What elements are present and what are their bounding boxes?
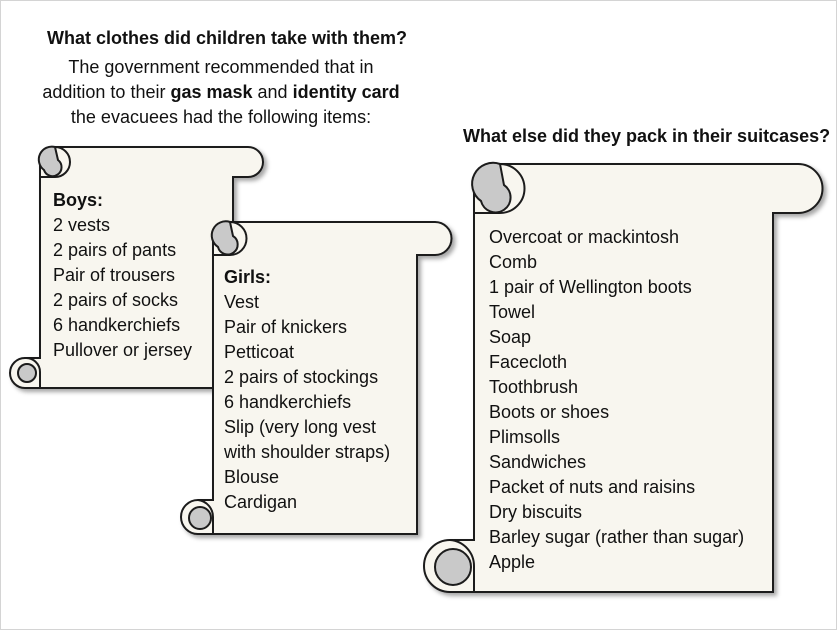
list-item: Pair of knickers	[224, 317, 348, 337]
list-item: 6 handkerchiefs	[53, 315, 181, 335]
list-item: 2 pairs of stockings	[224, 367, 379, 387]
intro-and-text: and	[252, 82, 293, 102]
list-item: Blouse	[224, 467, 280, 487]
intro-line-1: The government recommended that in	[68, 57, 374, 77]
list-item: with shoulder straps)	[224, 442, 391, 462]
list-item: Towel	[489, 302, 536, 322]
list-item: 2 pairs of pants	[53, 240, 177, 260]
list-item: Dry biscuits	[489, 502, 583, 522]
list-item: 1 pair of Wellington boots	[489, 277, 692, 297]
gas-mask-text: gas mask	[170, 82, 253, 102]
boys-list	[53, 188, 192, 363]
list-item: Facecloth	[489, 352, 568, 372]
list-item: Apple	[489, 552, 536, 572]
list-item: Comb	[489, 252, 538, 272]
list-item: Plimsolls	[489, 427, 561, 447]
list-item: Pair of trousers	[53, 265, 176, 285]
list-item: Cardigan	[224, 492, 298, 512]
suitcase-heading: What else did they pack in their suitcases?	[463, 126, 831, 146]
list-item: Toothbrush	[489, 377, 579, 397]
list-item: Vest	[224, 292, 260, 312]
list-item: Sandwiches	[489, 452, 587, 472]
list-item: Pullover or jersey	[53, 340, 193, 360]
list-item: 2 vests	[53, 215, 111, 235]
suitcase-list	[489, 225, 744, 575]
list-item: Petticoat	[224, 342, 295, 362]
list-item: Packet of nuts and raisins	[489, 477, 696, 497]
list-item: Soap	[489, 327, 532, 347]
list-item: Barley sugar (rather than sugar)	[489, 527, 745, 547]
girls-list	[224, 265, 390, 515]
girls-title: Girls:	[224, 267, 272, 287]
clothes-heading: What clothes did children take with them?	[47, 28, 408, 48]
identity-card-text: identity card	[292, 82, 400, 102]
intro-line-3: the evacuees had the following items:	[70, 107, 372, 127]
list-item: Overcoat or mackintosh	[489, 227, 680, 247]
list-item: 6 handkerchiefs	[224, 392, 352, 412]
list-item: 2 pairs of socks	[53, 290, 179, 310]
list-item: Slip (very long vest	[224, 417, 377, 437]
intro-text: addition to their	[42, 82, 171, 102]
list-item: Boots or shoes	[489, 402, 610, 422]
boys-title: Boys:	[53, 190, 104, 210]
